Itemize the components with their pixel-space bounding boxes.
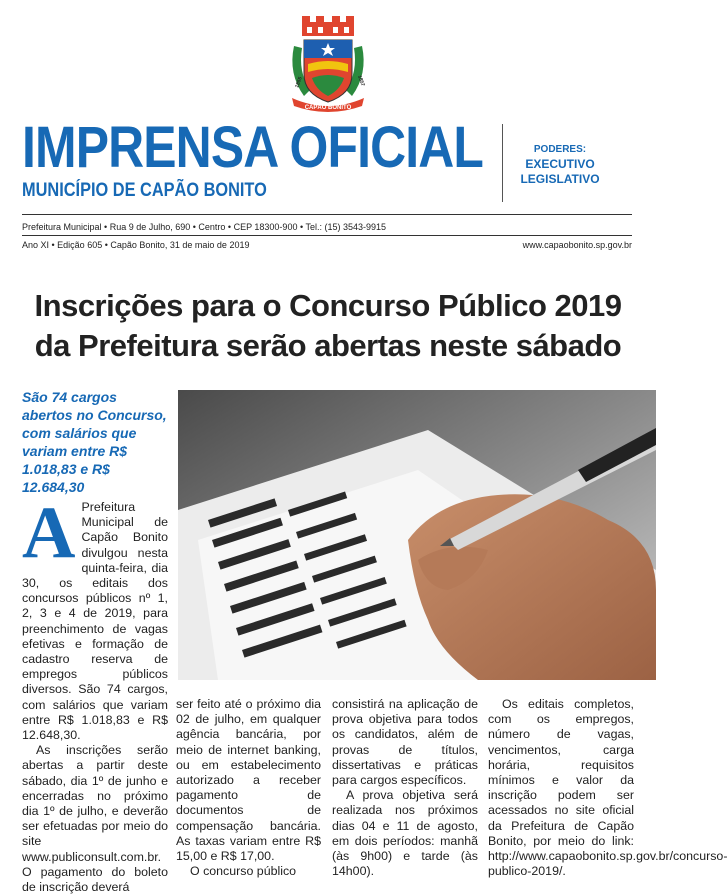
article-column-2 bbox=[176, 697, 321, 879]
address-line: Prefeitura Municipal • Rua 9 de Julho, 690 • Centro • CEP 18300-900 • Tel.: (15) 3543-9915 bbox=[22, 222, 386, 232]
paragraph: Prefeitura Municipal de Capão Bonito divulgou nesta quinta-feira, dia 30, os editais dos concursos públicos nº 1, 2, 3 e 4 de 2019, para preenchimento de vagas efetivas e formação de cadastro reserva de empregos públicos diversos. São 74 cargos, com salários que variam entre R$ 1.018,83 e R$ 12.648,30. bbox=[22, 500, 168, 743]
paragraph: Os editais completos, com os empregos, número de vagas, vencimentos, carga horária, requisitos mínimos e valor da inscrição podem ser acessados no site oficial da Prefeitura de Capão Bonito, por meio do link: http://www.capaobonito.sp.gov.br/concurso-publico-2019/. bbox=[488, 697, 727, 879]
article-headline: Inscrições para o Concurso Público 2019 da Prefeitura serão abertas neste sábado bbox=[34, 288, 622, 363]
masthead-subtitle: MUNICÍPIO DE CAPÃO BONITO bbox=[22, 180, 267, 201]
paragraph: A prova objetiva será realizada nos próximos dias 04 e 11 de agosto, em dois períodos: manhã (às 9h00) e tarde (às 14h00). bbox=[332, 788, 478, 879]
article-lead: São 74 cargos abertos no Concurso, com salários que variam entre R$ 1.018,83 e R$ 12.684,30 bbox=[22, 389, 167, 495]
paragraph: O concurso público bbox=[190, 864, 297, 879]
article-column-4 bbox=[488, 697, 727, 879]
powers-label: PODERES: bbox=[533, 144, 587, 155]
powers-legislative: LEGISLATIVO bbox=[520, 172, 600, 186]
powers-executive: EXECUTIVO bbox=[525, 157, 595, 171]
article-column-3 bbox=[332, 697, 478, 879]
vertical-divider bbox=[502, 124, 503, 202]
paragraph: consistirá na aplicação de prova objetiva para todos os candidatos, além de provas de títulos, dissertativas e práticas para cargos específicos. bbox=[332, 697, 478, 788]
article-photo bbox=[178, 390, 656, 680]
powers-box bbox=[508, 142, 612, 187]
paragraph: ser feito até o próximo dia 02 de julho, em qualquer agência bancária, por meio de internet banking, ou em estabelecimento autorizado a receber pagamento de documentos de compensação bancária. As taxas variam entre R$ 15,00 e R$ 17,00. bbox=[176, 697, 321, 864]
paragraph: As inscrições serão abertas a partir deste sábado, dia 1º de junho e encerradas no próximo dia 1º de julho, e deverão ser efetuadas por meio do site www.publiconsult.com.br. O pagamento do boleto de inscrição deverá bbox=[22, 743, 168, 895]
article-column-1 bbox=[22, 492, 168, 895]
coat-of-arms-logo bbox=[284, 14, 372, 114]
divider-middle bbox=[22, 235, 632, 236]
drop-cap: A bbox=[22, 492, 76, 574]
crest-year-right: 1857 bbox=[356, 74, 366, 88]
masthead-title: IMPRENSA OFICIAL bbox=[22, 115, 484, 180]
divider-top bbox=[22, 214, 632, 215]
crest-banner-text: CAPÃO BONITO bbox=[304, 105, 352, 111]
website-link[interactable]: www.capaobonito.sp.gov.br bbox=[522, 240, 632, 250]
edition-line: Ano XI • Edição 605 • Capão Bonito, 31 de maio de 2019 bbox=[22, 240, 250, 250]
crest-year-left: 1855 bbox=[294, 76, 304, 89]
